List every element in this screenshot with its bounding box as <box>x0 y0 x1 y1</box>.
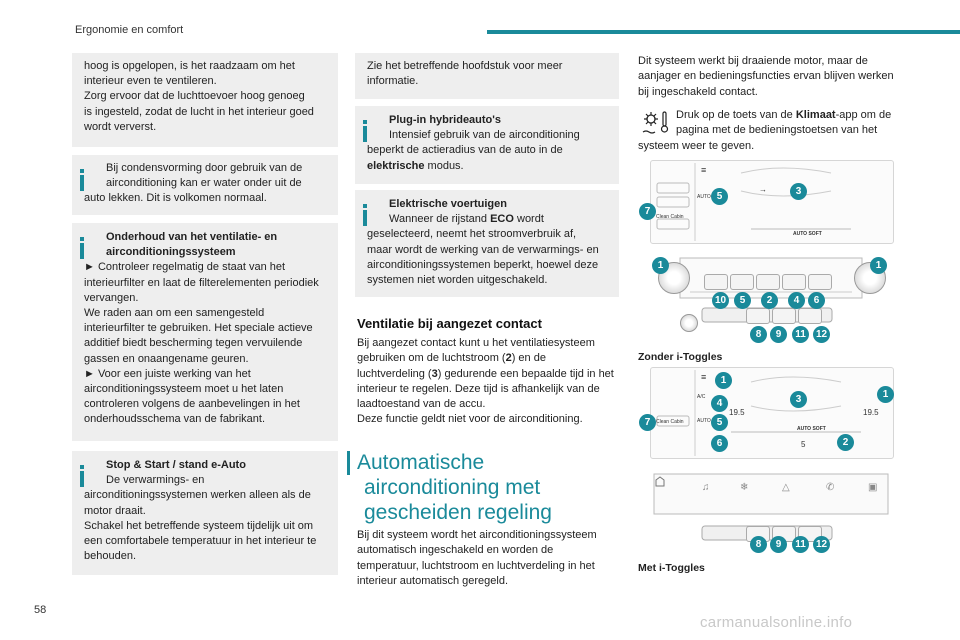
callout-badge: 12 <box>813 536 830 553</box>
text-line: controleren volgens de aanbevelingen in het <box>84 398 300 411</box>
text-line: interieurfilter en laat de filterelementen periodiek <box>84 276 319 289</box>
callout-badge: 5 <box>711 414 728 431</box>
text-run: ) gedurende een bepaalde tijd in het <box>437 367 614 380</box>
text-line <box>367 212 609 227</box>
info-box-stop-start <box>72 451 338 575</box>
text-line: een comfortabele temperatuur in het interieur te <box>84 535 317 548</box>
press-key-text <box>638 108 910 154</box>
box-title: Onderhoud van het ventilatie- en <box>106 231 278 243</box>
callout-badge: 12 <box>813 326 830 343</box>
text-run: gebruiken om de luchtstroom ( <box>357 352 506 365</box>
bold-ref: 3 <box>431 367 438 380</box>
screen-drawing <box>651 161 893 243</box>
callout-badge: 2 <box>837 434 854 451</box>
text-line: vervangen. <box>84 291 139 304</box>
running-header: Ergonomie en comfort <box>75 24 184 36</box>
text-line: informatie. <box>367 75 419 88</box>
text-line: interieurfilter te gebruiken. Het speciale actieve <box>84 322 313 335</box>
text-line: Deze functie geldt niet voor de airconditioning. <box>357 413 583 426</box>
text-line: De verwarmings- en <box>106 474 205 487</box>
text-line: ► Controleer regelmatig de staat van het <box>84 261 286 274</box>
box-title: airconditioningssysteem <box>106 246 236 259</box>
defrost-button[interactable] <box>746 308 770 324</box>
callout-badge: 1 <box>652 257 669 274</box>
control-button[interactable] <box>808 274 832 290</box>
text-line: Schakel het betreffende systeem tijdelijk uit om <box>84 519 314 532</box>
clean-cabin-label: Clean Cabin <box>656 419 684 425</box>
callout-badge: 3 <box>790 391 807 408</box>
text-run: luchtverdeling ( <box>357 367 432 380</box>
text-line: Zorg ervoor dat de luchttoevoer hoog genoeg <box>84 90 305 103</box>
page-number: 58 <box>34 604 47 616</box>
callout-badge: 3 <box>790 183 807 200</box>
system-intro-text <box>638 54 908 100</box>
callout-badge: 1 <box>870 257 887 274</box>
info-box-condensation <box>72 155 338 215</box>
text-line: airconditioning kan er water onder uit de <box>106 177 302 190</box>
figure-touchscreen-climate <box>650 367 894 459</box>
watermark: carmanualsonline.info <box>700 614 853 631</box>
info-box-plugin-hybrid <box>355 106 619 184</box>
text-line <box>357 351 622 366</box>
callout-badge: 11 <box>792 326 809 343</box>
text-line: aanjager en bedieningsfuncties ervan blijven werken <box>638 70 894 83</box>
text-line: hoog is opgelopen, is het raadzaam om het <box>84 60 295 72</box>
callout-badge: 11 <box>792 536 809 553</box>
text-run: Wanneer de rijstand <box>389 213 491 226</box>
text-line: Bij condensvorming door gebruik van de <box>106 162 303 174</box>
text-line: Intensief gebruik van de airconditioning <box>389 129 580 142</box>
text-line: ► Voor een juiste werking van het <box>84 367 251 380</box>
callout-badge: 8 <box>750 326 767 343</box>
control-button[interactable] <box>782 274 806 290</box>
menu-icon: ≡ <box>701 165 707 175</box>
heading-line: gescheiden regeling <box>364 501 552 524</box>
auto-label: AUTO <box>697 194 711 200</box>
text-line: airconditioningssysteem moet u het laten <box>84 383 284 396</box>
heading-line: Automatische <box>357 451 485 474</box>
callout-badge: 7 <box>639 414 656 431</box>
text-line: interieur automatisch geregeld. <box>357 574 509 587</box>
bold-ref: 2 <box>505 352 512 365</box>
clean-cabin-label: Clean Cabin <box>656 214 684 220</box>
info-icon <box>363 120 367 142</box>
apps-icon[interactable]: ▣ <box>868 482 878 493</box>
text-line: systemen niet worden uitgeschakeld. <box>367 274 548 287</box>
text-run: ) en de <box>511 352 546 365</box>
text-line: gassen en onaangename geuren. <box>84 352 249 365</box>
text-line: beperkt de actieradius van de auto in de <box>367 144 563 157</box>
text-line: Dit systeem werkt bij draaiende motor, maar de <box>638 55 868 67</box>
text-line <box>367 159 609 174</box>
section-heading-auto-ac <box>357 450 627 525</box>
info-box-see-chapter <box>355 53 619 99</box>
text-run: wordt <box>513 213 544 226</box>
callout-badge: 6 <box>711 435 728 452</box>
text-line: airconditioningssystemen werken alleen als de <box>84 489 311 502</box>
caption-without-toggles: Zonder i-Toggles <box>638 351 723 363</box>
callout-badge: 1 <box>877 386 894 403</box>
screen-drawing <box>651 368 893 458</box>
heading-line: airconditioning met <box>364 476 541 499</box>
bold-term: ECO <box>490 213 514 226</box>
auto-soft-label: AUTO SOFT <box>797 426 826 432</box>
phone-icon[interactable]: ✆ <box>826 482 835 493</box>
box-title: Stop & Start / stand e-Auto <box>106 459 246 471</box>
caption-with-toggles: Met i-Toggles <box>638 562 705 574</box>
callout-badge: 9 <box>770 536 787 553</box>
text-line: auto lekken. Dit is volkomen normaal. <box>84 192 267 205</box>
menu-icon: ≡ <box>701 372 707 382</box>
info-box-ventilation <box>72 53 338 147</box>
recirculation-button[interactable] <box>798 308 822 324</box>
text-line: pagina met de bedieningstoetsen van het <box>676 124 878 137</box>
auto-label: AUTO <box>697 418 711 424</box>
text-line: maar wordt de werking van de verwarmings- en <box>367 243 599 256</box>
callout-badge: 10 <box>712 292 729 309</box>
callout-badge: 6 <box>808 292 825 309</box>
text-run: -app om de <box>835 109 892 121</box>
text-line: motor draait. <box>84 504 146 517</box>
text-line: temperatuur, luchtstroom en luchtverdeling in het <box>357 559 595 572</box>
control-button[interactable] <box>730 274 754 290</box>
text-line <box>357 367 622 382</box>
figure-physical-controls <box>650 252 892 344</box>
fan-level-value: 5 <box>801 440 806 449</box>
text-line: automatisch ingeschakeld en worden de <box>357 544 554 557</box>
text-line: interieur te regelen. Deze tijd is afhankelijk van de <box>357 382 600 395</box>
temp-right-value: 19.5 <box>863 408 879 417</box>
control-button[interactable] <box>704 274 728 290</box>
defrost-button[interactable] <box>772 308 796 324</box>
text-run: modus. <box>424 159 464 172</box>
auto-ac-text <box>357 528 622 589</box>
airflow-arrow-icon: → <box>759 185 767 194</box>
callout-badge: 2 <box>761 292 778 309</box>
info-icon <box>363 204 367 226</box>
text-line <box>638 108 910 123</box>
callout-badge: 8 <box>750 536 767 553</box>
text-line: wordt ververst. <box>84 120 157 133</box>
text-line: Zie het betreffende hoofdstuk voor meer <box>367 60 563 72</box>
text-line: geselecteerd, neemt het stroomverbruik af, <box>367 228 577 241</box>
callout-badge: 5 <box>711 188 728 205</box>
box-title: Plug-in hybrideauto's <box>389 114 502 126</box>
callout-badge: 4 <box>711 395 728 412</box>
ventilation-text <box>357 336 622 428</box>
text-line: Bij aangezet contact kunt u het ventilatiesysteem <box>357 337 595 349</box>
text-line: Bij dit systeem wordt het airconditioningssysteem <box>357 529 597 541</box>
text-line: We raden aan om een samengesteld <box>84 307 265 320</box>
climate-icon[interactable]: ❄ <box>740 482 749 493</box>
text-line: is ingesteld, zodat de lucht in het interieur goed <box>84 105 314 118</box>
box-title: Elektrische voertuigen <box>389 198 507 210</box>
navigation-icon[interactable]: △ <box>782 482 790 493</box>
text-run: Druk op de toets van de <box>676 109 796 121</box>
control-button[interactable] <box>756 274 780 290</box>
info-icon <box>80 237 84 259</box>
volume-knob[interactable] <box>680 314 698 332</box>
bold-term: elektrische <box>367 159 425 172</box>
heading-accent-bar <box>347 451 350 475</box>
bold-term: Klimaat <box>795 109 836 121</box>
callout-badge: 9 <box>770 326 787 343</box>
callout-badge: 5 <box>734 292 751 309</box>
header-accent-bar <box>487 30 960 34</box>
section-heading-ventilation: Ventilatie bij aangezet contact <box>357 316 542 331</box>
text-line: airconditioningssystemen beperkt, hoewel deze <box>367 258 599 271</box>
callout-badge: 7 <box>639 203 656 220</box>
temp-left-value: 19.5 <box>729 408 745 417</box>
info-icon <box>80 169 84 191</box>
info-icon <box>80 465 84 487</box>
callout-badge: 1 <box>715 372 732 389</box>
text-line: laadtoestand van de accu. <box>357 398 486 411</box>
text-line: bij ingeschakeld contact. <box>638 85 758 98</box>
text-line: onderhoudsschema van de fabrikant. <box>84 413 266 426</box>
text-line: additief biedt bescherming tegen vervuilende <box>84 337 303 350</box>
text-line: behouden. <box>84 550 136 563</box>
auto-soft-label: AUTO SOFT <box>793 231 822 237</box>
music-icon[interactable]: ♫ <box>702 482 710 493</box>
text-line: interieur even te ventileren. <box>84 75 217 88</box>
info-box-maintenance <box>72 223 338 441</box>
text-line: systeem weer te geven. <box>638 139 755 152</box>
info-box-electric <box>355 190 619 297</box>
figure-i-toggles <box>650 466 892 558</box>
ac-label: A/C <box>697 394 706 400</box>
callout-badge: 4 <box>788 292 805 309</box>
figure-touchscreen-no-toggles <box>650 160 894 244</box>
